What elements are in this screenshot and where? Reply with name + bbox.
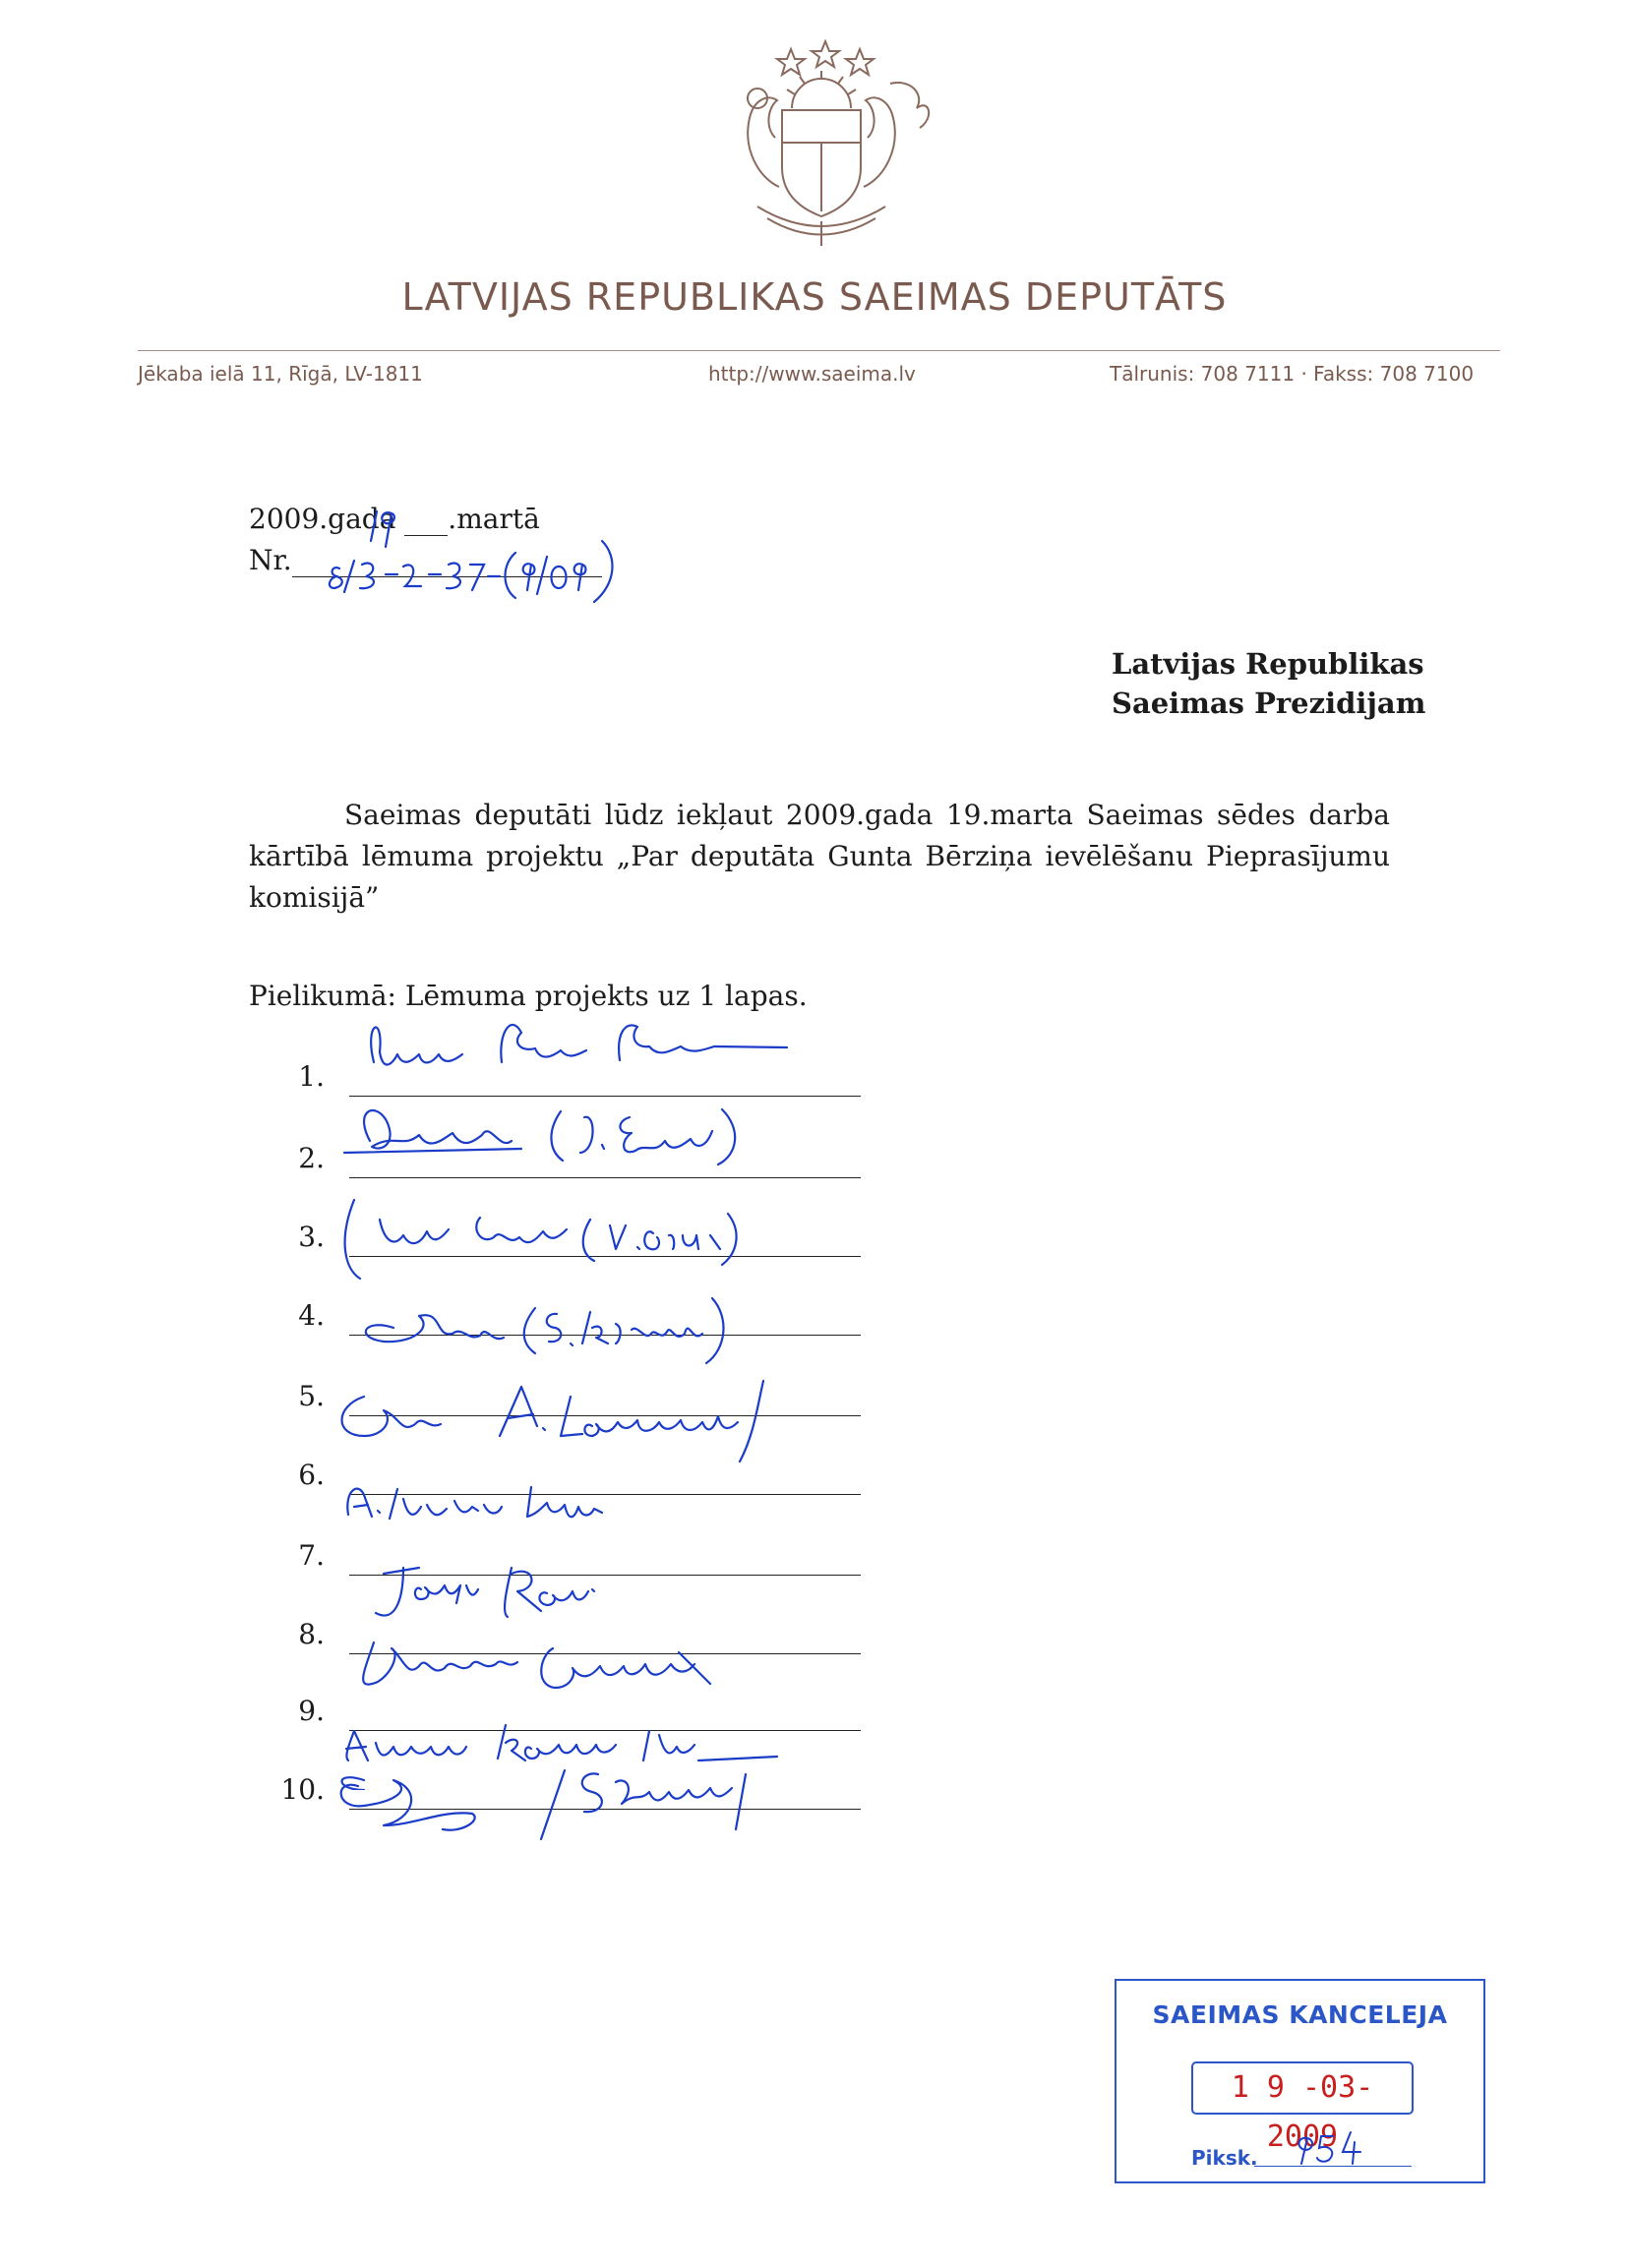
number-prefix: Nr. [249,544,292,576]
signature-number: 3. [298,1221,325,1253]
recipient-line-2: Saeimas Prezidijam [1112,686,1426,720]
recipient-line-1: Latvijas Republikas [1112,647,1424,681]
signature-number: 2. [298,1142,325,1174]
signature-number: 10. [280,1773,325,1806]
stamp-date: 1 9 -03- 2009 [1191,2061,1414,2115]
letterhead-phone-fax: Tālrunis: 708 7111 · Fakss: 708 7100 [1110,362,1475,386]
signature-number: 8. [298,1618,325,1650]
signature-number: 6. [298,1459,325,1491]
handwritten-signature-10 [325,1731,1033,1849]
recipient-block [1112,644,1425,723]
letterhead-address: Jēkaba ielā 11, Rīgā, LV-1811 [138,362,423,386]
handwritten-signatures [325,1003,1033,1790]
date-suffix: .martā [448,503,540,535]
stamp-registration-handwritten [1290,2128,1388,2168]
signature-number: 4. [298,1299,325,1332]
stamp-registration-label: Piksk. [1191,2146,1258,2170]
letter-number [249,544,602,577]
signature-number: 9. [298,1695,325,1727]
letter-body-text: Saeimas deputāti lūdz iekļaut 2009.gada 19.marta Saeimas sēdes darba kārtībā lēmuma projektu „Par deputāta Gunta Bērziņa ievēlēšanu Pieprasījumu komisijā” [249,799,1390,914]
signature-number: 7. [298,1539,325,1572]
date-day-blank [404,503,448,536]
number-blank [292,544,602,577]
letter-date [249,503,540,536]
letterhead-divider [138,350,1500,351]
coat-of-arms-emblem [689,39,954,256]
receipt-stamp [1115,1979,1485,2183]
letterhead-website: http://www.saeima.lv [708,362,916,386]
attachment-note: Pielikumā: Lēmuma projekts uz 1 lapas. [249,980,808,1012]
letterhead-title: LATVIJAS REPUBLIKAS SAEIMAS DEPUTĀTS [401,275,1228,319]
stamp-title: SAEIMAS KANCELEJA [1152,2000,1448,2029]
signature-number: 1. [298,1060,325,1093]
signature-number: 5. [298,1380,325,1412]
date-prefix: 2009.gada [249,503,405,535]
